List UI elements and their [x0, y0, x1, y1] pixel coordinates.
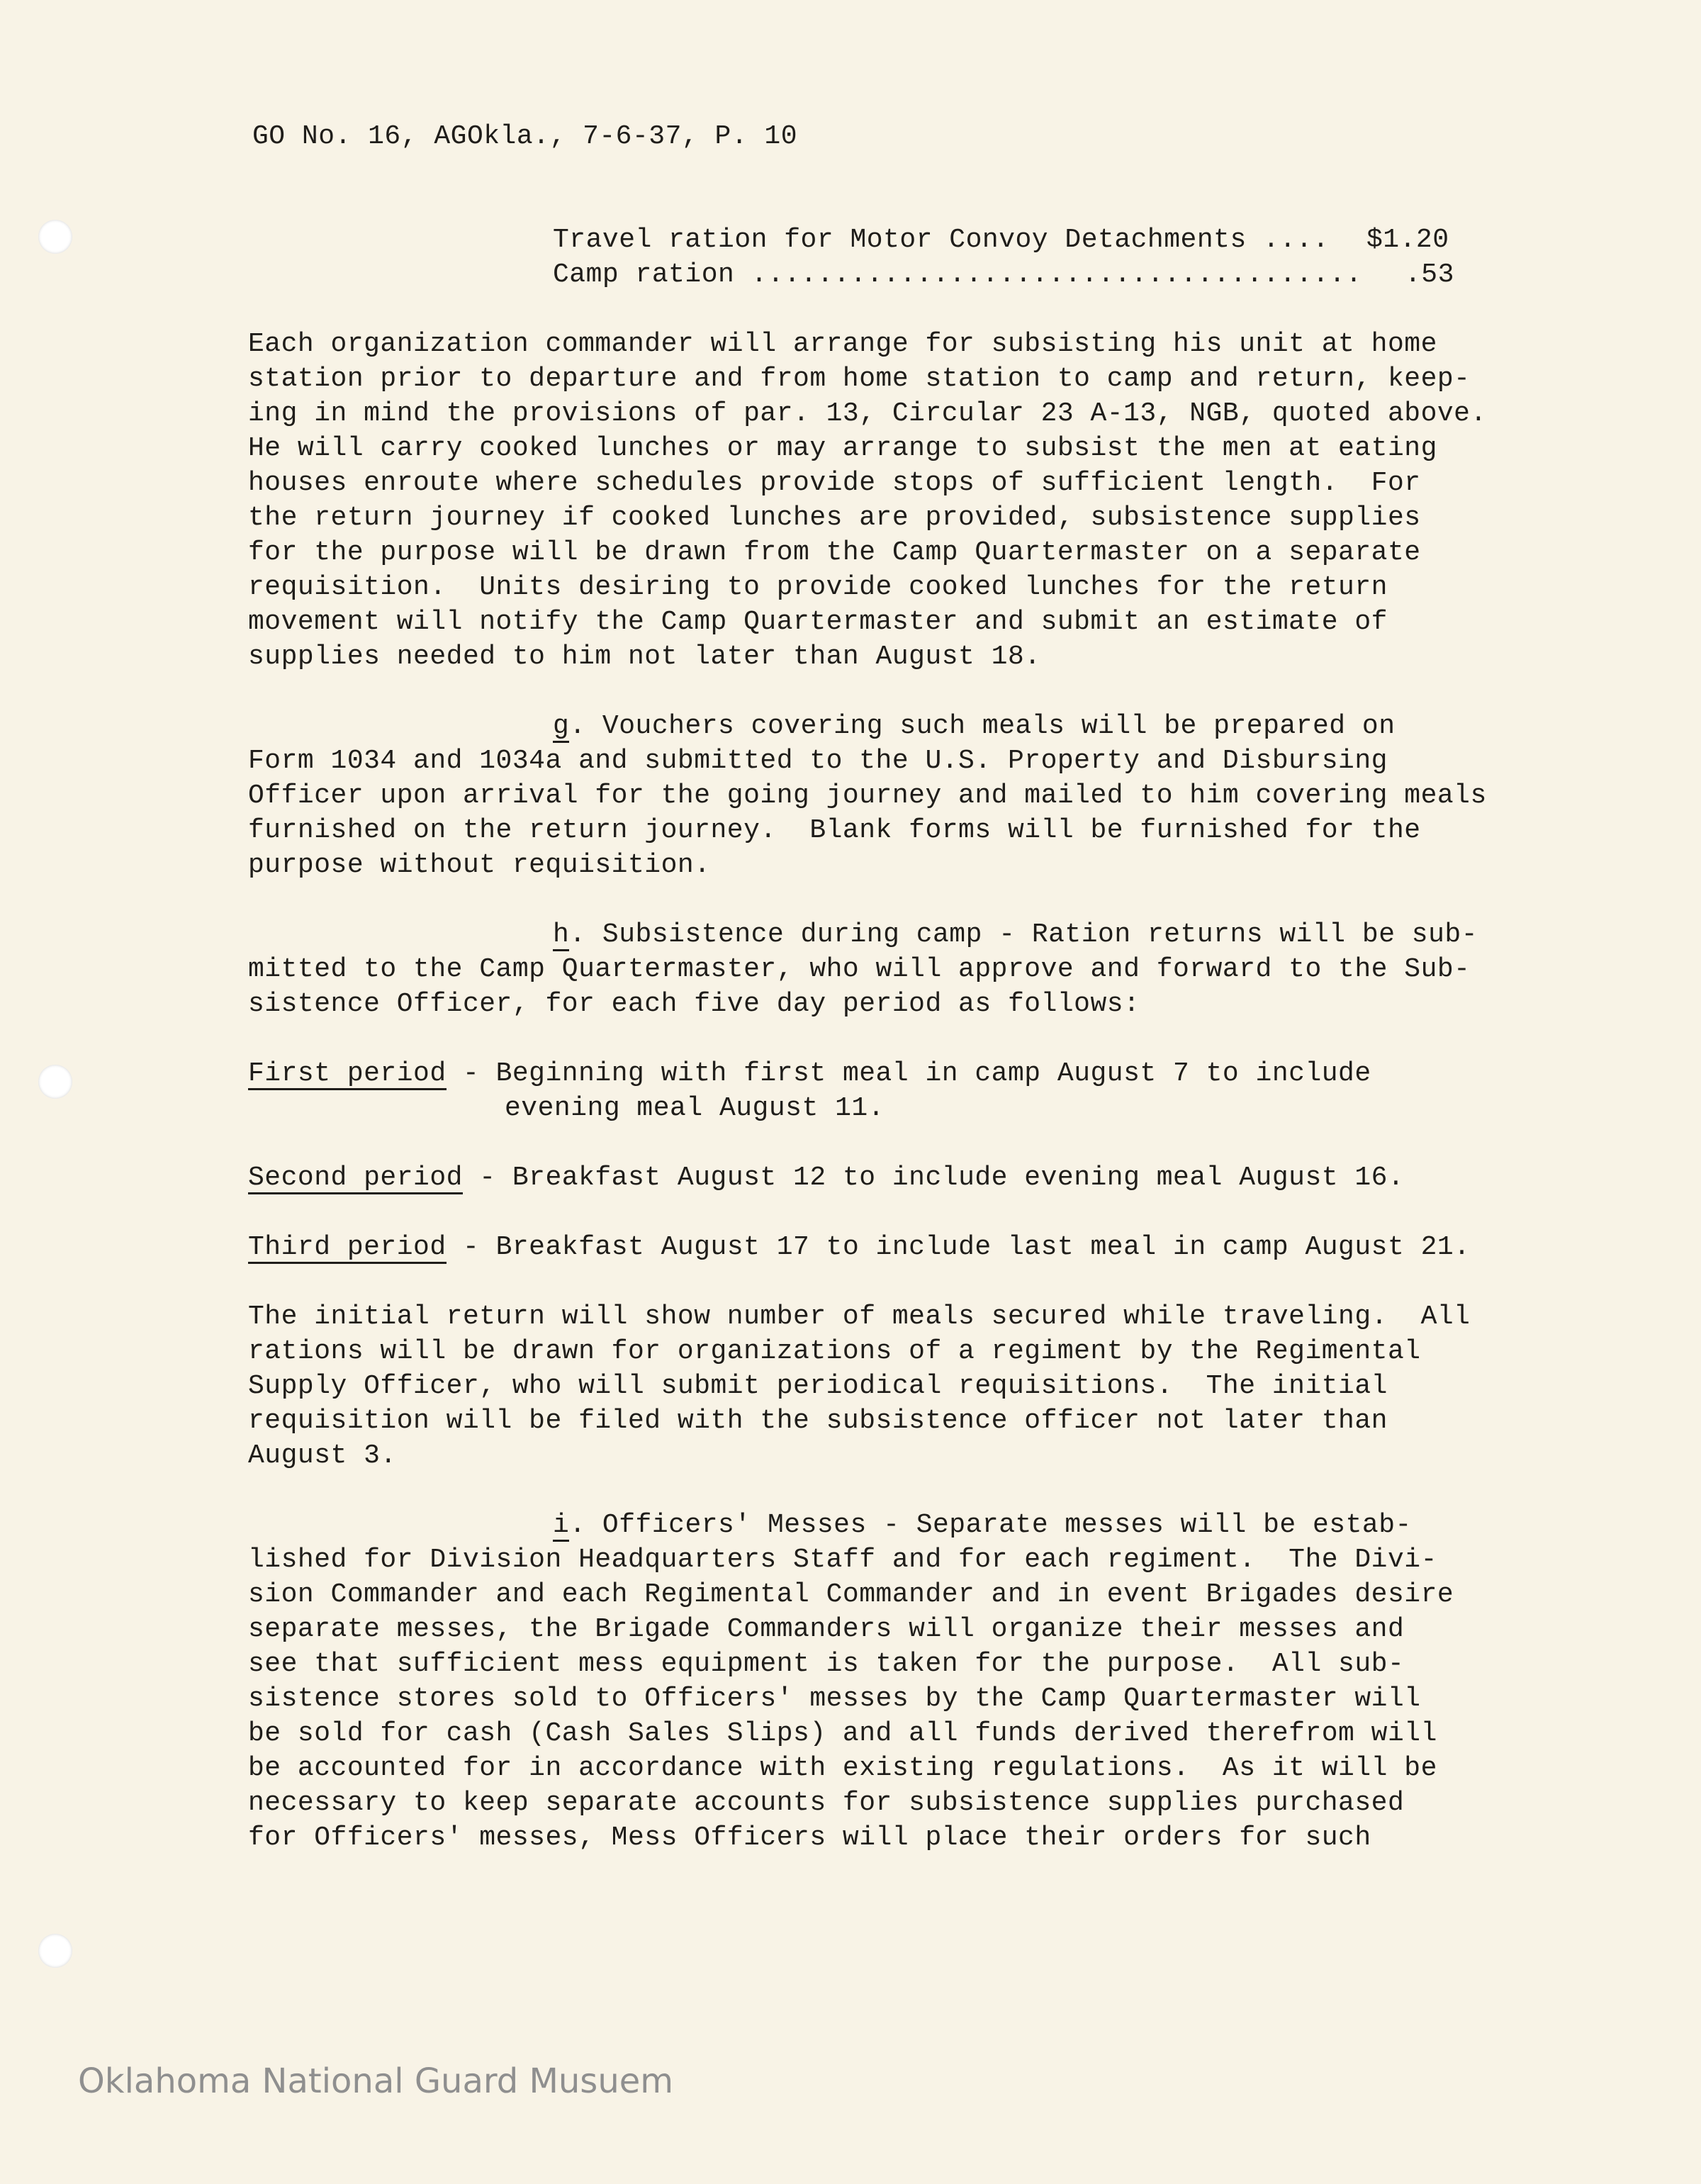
- ration-label: Camp ration .....................................: [553, 259, 1362, 290]
- text-line: be accounted for in accordance with existing regulations. As it will be: [248, 1753, 1437, 1783]
- ration-amount: $1.20: [1366, 225, 1449, 255]
- text-line: requisition. Units desiring to provide cooked lunches for the return: [248, 572, 1388, 603]
- text-line: be sold for cash (Cash Sales Slips) and all funds derived therefrom will: [248, 1718, 1437, 1749]
- text-line: requisition will be filed with the subsistence officer not later than: [248, 1406, 1388, 1436]
- paragraph-i-first-line: [553, 1508, 1412, 1542]
- text-line: movement will notify the Camp Quartermaster and submit an estimate of: [248, 607, 1388, 637]
- text-line: for Officers' messes, Mess Officers will place their orders for such: [248, 1822, 1371, 1853]
- period-text: - Beginning with first meal in camp August 7 to include: [446, 1058, 1371, 1089]
- punch-hole-middle: [38, 1065, 72, 1099]
- text-line: ing in mind the provisions of par. 13, Circular 23 A-13, NGB, quoted above.: [248, 398, 1487, 429]
- text-line: Supply Officer, who will submit periodical requisitions. The initial: [248, 1371, 1388, 1401]
- text-line: He will carry cooked lunches or may arrange to subsist the men at eating: [248, 433, 1437, 464]
- period-text: - Breakfast August 17 to include last meal in camp August 21.: [446, 1232, 1471, 1262]
- text-line: supplies needed to him not later than August 18.: [248, 642, 1041, 672]
- period-continuation: evening meal August 11.: [505, 1093, 885, 1124]
- text-line: Form 1034 and 1034a and submitted to the U.S. Property and Disbursing: [248, 746, 1388, 776]
- paragraph-h-first-line: [553, 917, 1478, 952]
- text-line: lished for Division Headquarters Staff and for each regiment. The Divi-: [248, 1545, 1437, 1575]
- ration-label: Travel ration for Motor Convoy Detachments ....: [553, 225, 1330, 255]
- paragraph-letter: i: [553, 1510, 570, 1540]
- text-line: separate messes, the Brigade Commanders will organize their messes and: [248, 1614, 1405, 1645]
- period-text: - Breakfast August 12 to include evening meal August 16.: [462, 1163, 1405, 1193]
- text-line: the return journey if cooked lunches are provided, subsistence supplies: [248, 503, 1421, 533]
- text-line: purpose without requisition.: [248, 850, 711, 880]
- text-line: August 3.: [248, 1440, 397, 1471]
- text-line: Each organization commander will arrange for subsisting his unit at home: [248, 329, 1437, 359]
- text-line: sion Commander and each Regimental Commander and in event Brigades desire: [248, 1579, 1454, 1610]
- text-line: . Subsistence during camp - Ration returns will be sub-: [569, 919, 1478, 950]
- text-line: mitted to the Camp Quartermaster, who will approve and forward to the Sub-: [248, 954, 1471, 985]
- paragraph-letter: h: [553, 919, 570, 950]
- paragraph-letter: g: [553, 711, 570, 741]
- text-line: see that sufficient mess equipment is taken for the purpose. All sub-: [248, 1649, 1405, 1679]
- punch-hole-bottom: [38, 1934, 72, 1968]
- period-line: [248, 1230, 1471, 1265]
- text-line: The initial return will show number of meals secured while traveling. All: [248, 1301, 1471, 1332]
- ration-amount: .53: [1405, 259, 1454, 290]
- text-line: Officer upon arrival for the going journey and mailed to him covering meals: [248, 780, 1487, 811]
- paragraph-g-first-line: [553, 709, 1396, 744]
- text-line: necessary to keep separate accounts for subsistence supplies purchased: [248, 1788, 1405, 1818]
- text-line: houses enroute where schedules provide stops of sufficient length. For: [248, 468, 1421, 498]
- text-line: furnished on the return journey. Blank forms will be furnished for the: [248, 815, 1421, 846]
- text-line: station prior to departure and from home station to camp and return, keep-: [248, 364, 1471, 394]
- period-line: [248, 1056, 1371, 1091]
- text-line: for the purpose will be drawn from the Camp Quartermaster on a separate: [248, 537, 1421, 568]
- text-line: sistence stores sold to Officers' messes by the Camp Quartermaster will: [248, 1684, 1421, 1714]
- period-label: Third period: [248, 1232, 447, 1262]
- page-header: GO No. 16, AGOkla., 7-6-37, P. 10: [252, 121, 798, 152]
- period-line: [248, 1160, 1404, 1195]
- text-line: . Vouchers covering such meals will be prepared on: [569, 711, 1396, 741]
- period-label: Second period: [248, 1163, 463, 1193]
- punch-hole-top: [38, 220, 72, 254]
- text-line: . Officers' Messes - Separate messes will be estab-: [569, 1510, 1412, 1540]
- text-line: rations will be drawn for organizations of a regiment by the Regimental: [248, 1336, 1421, 1367]
- text-line: sistence Officer, for each five day period as follows:: [248, 989, 1140, 1019]
- period-label: First period: [248, 1058, 447, 1089]
- museum-watermark: Oklahoma National Guard Musuem: [78, 2061, 674, 2101]
